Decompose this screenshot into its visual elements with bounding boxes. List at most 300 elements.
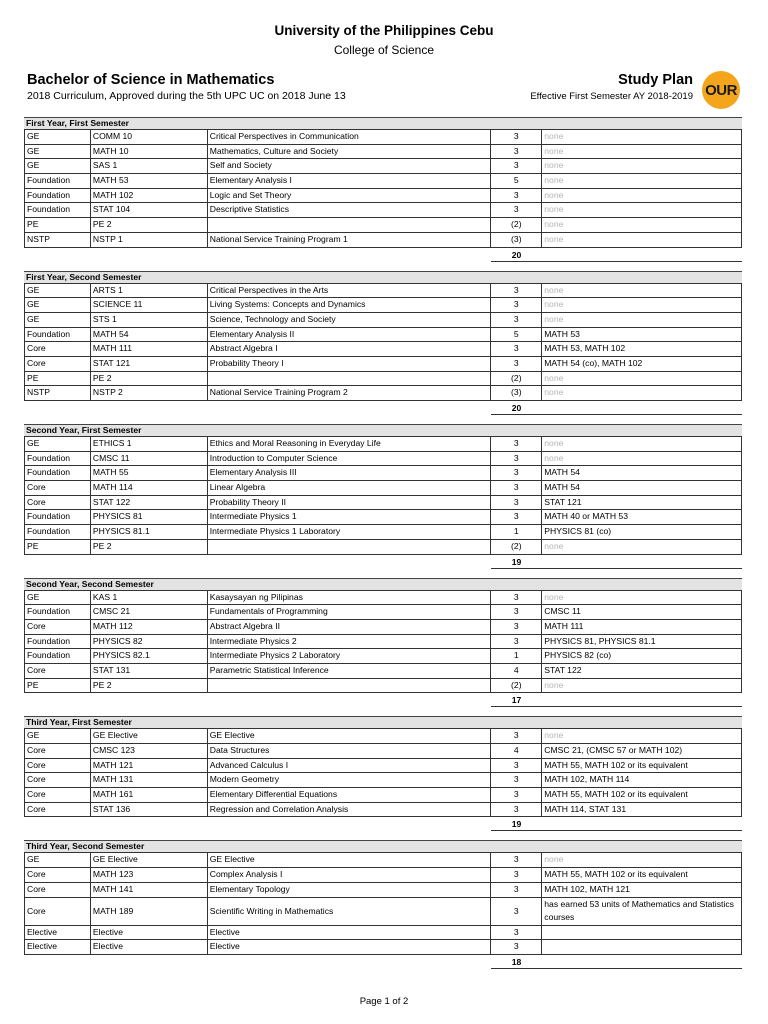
course-units: (2)	[491, 679, 542, 693]
course-prerequisite: none	[542, 540, 742, 554]
course-code: PE 2	[91, 372, 208, 386]
course-category: Foundation	[25, 466, 91, 480]
course-prerequisite: MATH 55, MATH 102 or its equivalent	[542, 759, 742, 773]
course-code: PHYSICS 81.1	[91, 525, 208, 539]
course-units: 1	[491, 525, 542, 539]
semester-section	[24, 840, 742, 968]
course-title: Mathematics, Culture and Society	[208, 145, 492, 159]
course-prerequisite: none	[542, 386, 742, 400]
study-plan-table	[24, 117, 742, 969]
course-units: 3	[491, 342, 542, 356]
course-units: 3	[491, 773, 542, 787]
course-category: Core	[25, 788, 91, 802]
course-category: Core	[25, 620, 91, 634]
course-row	[24, 159, 742, 174]
course-code: KAS 1	[91, 591, 208, 605]
course-title: Parametric Statistical Inference	[208, 664, 492, 678]
course-category: Foundation	[25, 189, 91, 203]
course-prerequisite: PHYSICS 81, PHYSICS 81.1	[542, 635, 742, 649]
course-prerequisite: none	[542, 437, 742, 451]
course-title: Elementary Differential Equations	[208, 788, 492, 802]
course-code: CMSC 11	[91, 452, 208, 466]
course-prerequisite: STAT 122	[542, 664, 742, 678]
total-spacer	[24, 555, 491, 569]
course-prerequisite	[542, 926, 742, 940]
course-category: PE	[25, 372, 91, 386]
semester-title: Third Year, Second Semester	[24, 840, 742, 852]
semester-section	[24, 271, 742, 416]
course-prerequisite: none	[542, 372, 742, 386]
course-category: Core	[25, 803, 91, 817]
course-title: Abstract Algebra I	[208, 342, 492, 356]
study-plan-title: Study Plan	[618, 72, 693, 88]
course-code: STS 1	[91, 313, 208, 327]
degree-title: Bachelor of Science in Mathematics	[27, 72, 275, 88]
total-spacer	[24, 248, 491, 262]
course-units: 3	[491, 130, 542, 144]
course-units: 4	[491, 744, 542, 758]
course-title: Elementary Analysis III	[208, 466, 492, 480]
course-prerequisite: none	[542, 233, 742, 247]
semester-total-row	[24, 401, 742, 415]
course-row	[24, 342, 742, 357]
total-spacer	[24, 693, 491, 707]
course-code: CMSC 123	[91, 744, 208, 758]
course-prerequisite: MATH 114, STAT 131	[542, 803, 742, 817]
course-title: Modern Geometry	[208, 773, 492, 787]
course-category: Foundation	[25, 525, 91, 539]
course-row	[24, 452, 742, 467]
course-category: Core	[25, 759, 91, 773]
course-category: Foundation	[25, 452, 91, 466]
course-units: 3	[491, 496, 542, 510]
course-code: NSTP 2	[91, 386, 208, 400]
course-code: MATH 55	[91, 466, 208, 480]
course-row	[24, 357, 742, 372]
course-category: NSTP	[25, 386, 91, 400]
course-title: Advanced Calculus I	[208, 759, 492, 773]
total-spacer	[24, 817, 491, 831]
course-code: SCIENCE 11	[91, 298, 208, 312]
course-row	[24, 852, 742, 868]
course-code: STAT 104	[91, 203, 208, 217]
course-row	[24, 496, 742, 511]
course-code: Elective	[91, 940, 208, 954]
course-row	[24, 525, 742, 540]
course-row	[24, 129, 742, 145]
course-code: GE Elective	[91, 729, 208, 743]
course-row	[24, 926, 742, 941]
course-title: Ethics and Moral Reasoning in Everyday Life	[208, 437, 492, 451]
course-category: GE	[25, 853, 91, 867]
semester-total-row	[24, 248, 742, 262]
course-units: 3	[491, 620, 542, 634]
course-title: Complex Analysis I	[208, 868, 492, 882]
course-prerequisite: none	[542, 174, 742, 188]
course-code: MATH 111	[91, 342, 208, 356]
logo-text: OUR	[705, 81, 737, 99]
total-spacer	[542, 693, 742, 707]
course-row	[24, 313, 742, 328]
course-title: Elementary Analysis I	[208, 174, 492, 188]
course-category: Core	[25, 481, 91, 495]
course-prerequisite: MATH 40 or MATH 53	[542, 510, 742, 524]
course-title: Elective	[208, 940, 492, 954]
course-row	[24, 218, 742, 233]
course-units: 3	[491, 159, 542, 173]
course-code: PHYSICS 82.1	[91, 649, 208, 663]
course-row	[24, 540, 742, 555]
course-units: 3	[491, 868, 542, 882]
course-title: Kasaysayan ng Pilipinas	[208, 591, 492, 605]
course-category: PE	[25, 218, 91, 232]
course-units: 5	[491, 328, 542, 342]
total-spacer	[542, 955, 742, 969]
course-units: 3	[491, 635, 542, 649]
course-title: Intermediate Physics 1 Laboratory	[208, 525, 492, 539]
course-category: GE	[25, 145, 91, 159]
course-units: (3)	[491, 386, 542, 400]
course-category: Foundation	[25, 174, 91, 188]
course-title: Elementary Analysis II	[208, 328, 492, 342]
semester-total-units: 20	[491, 248, 542, 262]
course-code: SAS 1	[91, 159, 208, 173]
total-spacer	[542, 401, 742, 415]
course-category: Foundation	[25, 649, 91, 663]
course-title: GE Elective	[208, 853, 492, 867]
total-spacer	[542, 555, 742, 569]
course-title: National Service Training Program 1	[208, 233, 492, 247]
course-title: Descriptive Statistics	[208, 203, 492, 217]
our-logo	[702, 71, 740, 109]
course-row	[24, 283, 742, 299]
course-row	[24, 605, 742, 620]
course-units: 3	[491, 437, 542, 451]
course-prerequisite: none	[542, 159, 742, 173]
semester-total-units: 19	[491, 817, 542, 831]
course-units: 3	[491, 452, 542, 466]
course-units: 3	[491, 284, 542, 298]
course-row	[24, 298, 742, 313]
course-row	[24, 510, 742, 525]
course-prerequisite: MATH 53	[542, 328, 742, 342]
course-category: GE	[25, 591, 91, 605]
course-units: 3	[491, 853, 542, 867]
semester-title: Second Year, Second Semester	[24, 578, 742, 590]
semester-total-units: 19	[491, 555, 542, 569]
course-code: ARTS 1	[91, 284, 208, 298]
course-code: NSTP 1	[91, 233, 208, 247]
course-code: STAT 136	[91, 803, 208, 817]
semester-total-row	[24, 555, 742, 569]
course-title: Introduction to Computer Science	[208, 452, 492, 466]
course-code: CMSC 21	[91, 605, 208, 619]
course-title: Intermediate Physics 2	[208, 635, 492, 649]
course-category: Core	[25, 744, 91, 758]
course-row	[24, 679, 742, 694]
course-title: Critical Perspectives in Communication	[208, 130, 492, 144]
course-title	[208, 218, 492, 232]
course-category: Core	[25, 773, 91, 787]
course-code: COMM 10	[91, 130, 208, 144]
course-units: 3	[491, 203, 542, 217]
course-category: GE	[25, 729, 91, 743]
course-row	[24, 883, 742, 898]
course-code: STAT 121	[91, 357, 208, 371]
course-prerequisite: none	[542, 284, 742, 298]
semester-title: Third Year, First Semester	[24, 716, 742, 728]
course-units: 3	[491, 189, 542, 203]
course-category: PE	[25, 679, 91, 693]
course-code: PE 2	[91, 218, 208, 232]
total-spacer	[24, 955, 491, 969]
course-units: 3	[491, 481, 542, 495]
course-code: STAT 131	[91, 664, 208, 678]
course-row	[24, 898, 742, 926]
course-row	[24, 203, 742, 218]
total-spacer	[542, 817, 742, 831]
course-prerequisite: MATH 102, MATH 114	[542, 773, 742, 787]
course-title: Linear Algebra	[208, 481, 492, 495]
course-units: (2)	[491, 218, 542, 232]
course-category: Core	[25, 342, 91, 356]
course-prerequisite: none	[542, 203, 742, 217]
course-title: Probability Theory I	[208, 357, 492, 371]
course-row	[24, 664, 742, 679]
course-units: 4	[491, 664, 542, 678]
course-code: MATH 112	[91, 620, 208, 634]
semester-section	[24, 716, 742, 831]
course-units: 3	[491, 298, 542, 312]
course-prerequisite: CMSC 11	[542, 605, 742, 619]
course-row	[24, 145, 742, 160]
course-units: (2)	[491, 372, 542, 386]
course-units: 3	[491, 145, 542, 159]
course-prerequisite: none	[542, 679, 742, 693]
course-units: 3	[491, 729, 542, 743]
course-row	[24, 436, 742, 452]
course-category: Foundation	[25, 605, 91, 619]
course-category: Foundation	[25, 510, 91, 524]
course-code: MATH 102	[91, 189, 208, 203]
course-prerequisite: none	[542, 591, 742, 605]
course-prerequisite: none	[542, 452, 742, 466]
course-prerequisite: none	[542, 189, 742, 203]
course-category: PE	[25, 540, 91, 554]
course-code: MATH 161	[91, 788, 208, 802]
course-prerequisite: MATH 54	[542, 481, 742, 495]
course-row	[24, 590, 742, 606]
course-row	[24, 635, 742, 650]
course-category: NSTP	[25, 233, 91, 247]
course-row	[24, 386, 742, 401]
course-row	[24, 189, 742, 204]
curriculum-note: 2018 Curriculum, Approved during the 5th UPC UC on 2018 June 13	[27, 90, 346, 102]
course-category: Core	[25, 357, 91, 371]
course-units: 3	[491, 357, 542, 371]
course-code: MATH 189	[91, 898, 208, 925]
course-title: Self and Society	[208, 159, 492, 173]
course-row	[24, 233, 742, 248]
course-title: Data Structures	[208, 744, 492, 758]
course-title: Scientific Writing in Mathematics	[208, 898, 492, 925]
course-category: GE	[25, 284, 91, 298]
course-code: MATH 123	[91, 868, 208, 882]
course-units: 3	[491, 940, 542, 954]
course-prerequisite	[542, 940, 742, 954]
college-name: College of Science	[333, 43, 435, 57]
course-row	[24, 728, 742, 744]
course-row	[24, 466, 742, 481]
course-row	[24, 620, 742, 635]
course-row	[24, 773, 742, 788]
course-title: Elective	[208, 926, 492, 940]
course-category: Foundation	[25, 635, 91, 649]
course-code: MATH 141	[91, 883, 208, 897]
course-units: 3	[491, 510, 542, 524]
semester-section	[24, 578, 742, 708]
course-code: STAT 122	[91, 496, 208, 510]
course-units: 3	[491, 926, 542, 940]
course-prerequisite: none	[542, 145, 742, 159]
course-row	[24, 328, 742, 343]
course-prerequisite: MATH 102, MATH 121	[542, 883, 742, 897]
course-title: Probability Theory II	[208, 496, 492, 510]
course-prerequisite: MATH 54 (co), MATH 102	[542, 357, 742, 371]
semester-total-row	[24, 955, 742, 969]
course-title: Intermediate Physics 1	[208, 510, 492, 524]
course-category: GE	[25, 130, 91, 144]
course-code: MATH 54	[91, 328, 208, 342]
course-prerequisite: MATH 54	[542, 466, 742, 480]
course-prerequisite: none	[542, 313, 742, 327]
course-title: Abstract Algebra II	[208, 620, 492, 634]
course-row	[24, 372, 742, 387]
course-row	[24, 940, 742, 955]
course-row	[24, 649, 742, 664]
course-code: MATH 131	[91, 773, 208, 787]
semester-section	[24, 424, 742, 569]
course-category: Core	[25, 664, 91, 678]
course-code: ETHICS 1	[91, 437, 208, 451]
course-row	[24, 174, 742, 189]
course-title: Elementary Topology	[208, 883, 492, 897]
course-category: GE	[25, 298, 91, 312]
course-code: GE Elective	[91, 853, 208, 867]
course-category: Elective	[25, 926, 91, 940]
course-title: National Service Training Program 2	[208, 386, 492, 400]
course-units: (2)	[491, 540, 542, 554]
course-prerequisite: MATH 55, MATH 102 or its equivalent	[542, 788, 742, 802]
course-title: GE Elective	[208, 729, 492, 743]
course-category: Core	[25, 898, 91, 925]
course-units: 3	[491, 605, 542, 619]
course-prerequisite: MATH 55, MATH 102 or its equivalent	[542, 868, 742, 882]
semester-title: First Year, First Semester	[24, 117, 742, 129]
course-title	[208, 679, 492, 693]
course-title	[208, 540, 492, 554]
semester-total-units: 18	[491, 955, 542, 969]
course-title: Fundamentals of Programming	[208, 605, 492, 619]
course-units: 3	[491, 788, 542, 802]
course-code: MATH 10	[91, 145, 208, 159]
course-category: Elective	[25, 940, 91, 954]
university-name: University of the Philippines Cebu	[274, 23, 494, 38]
course-prerequisite: has earned 53 units of Mathematics and Statistics courses	[542, 898, 742, 925]
course-units: 1	[491, 649, 542, 663]
course-code: Elective	[91, 926, 208, 940]
semester-section	[24, 117, 742, 262]
course-prerequisite: STAT 121	[542, 496, 742, 510]
course-units: 3	[491, 898, 542, 925]
course-row	[24, 788, 742, 803]
course-title: Critical Perspectives in the Arts	[208, 284, 492, 298]
course-title: Living Systems: Concepts and Dynamics	[208, 298, 492, 312]
semester-total-units: 17	[491, 693, 542, 707]
page-number: Page 1 of 2	[359, 996, 409, 1007]
course-category: Foundation	[25, 203, 91, 217]
course-prerequisite: none	[542, 729, 742, 743]
course-units: 3	[491, 883, 542, 897]
course-units: 3	[491, 313, 542, 327]
semester-title: Second Year, First Semester	[24, 424, 742, 436]
course-category: Core	[25, 883, 91, 897]
effective-date: Effective First Semester AY 2018-2019	[530, 91, 693, 102]
course-row	[24, 803, 742, 818]
total-spacer	[542, 248, 742, 262]
course-prerequisite: PHYSICS 81 (co)	[542, 525, 742, 539]
course-prerequisite: MATH 53, MATH 102	[542, 342, 742, 356]
semester-total-row	[24, 817, 742, 831]
course-category: Foundation	[25, 328, 91, 342]
course-units: 5	[491, 174, 542, 188]
course-title: Logic and Set Theory	[208, 189, 492, 203]
course-category: GE	[25, 437, 91, 451]
course-prerequisite: none	[542, 853, 742, 867]
course-units: (3)	[491, 233, 542, 247]
course-title	[208, 372, 492, 386]
course-category: GE	[25, 159, 91, 173]
course-prerequisite: MATH 111	[542, 620, 742, 634]
semester-total-units: 20	[491, 401, 542, 415]
course-row	[24, 868, 742, 883]
course-title: Science, Technology and Society	[208, 313, 492, 327]
semester-title: First Year, Second Semester	[24, 271, 742, 283]
course-title: Intermediate Physics 2 Laboratory	[208, 649, 492, 663]
course-units: 3	[491, 466, 542, 480]
course-prerequisite: CMSC 21, (CMSC 57 or MATH 102)	[542, 744, 742, 758]
course-code: PE 2	[91, 679, 208, 693]
course-category: GE	[25, 313, 91, 327]
course-units: 3	[491, 803, 542, 817]
course-category: Core	[25, 496, 91, 510]
course-code: PHYSICS 81	[91, 510, 208, 524]
course-code: PE 2	[91, 540, 208, 554]
course-category: Core	[25, 868, 91, 882]
course-prerequisite: none	[542, 218, 742, 232]
course-row	[24, 759, 742, 774]
course-title: Regression and Correlation Analysis	[208, 803, 492, 817]
course-code: MATH 121	[91, 759, 208, 773]
course-units: 3	[491, 591, 542, 605]
course-row	[24, 481, 742, 496]
course-row	[24, 744, 742, 759]
course-prerequisite: none	[542, 298, 742, 312]
course-prerequisite: none	[542, 130, 742, 144]
course-units: 3	[491, 759, 542, 773]
total-spacer	[24, 401, 491, 415]
semester-total-row	[24, 693, 742, 707]
